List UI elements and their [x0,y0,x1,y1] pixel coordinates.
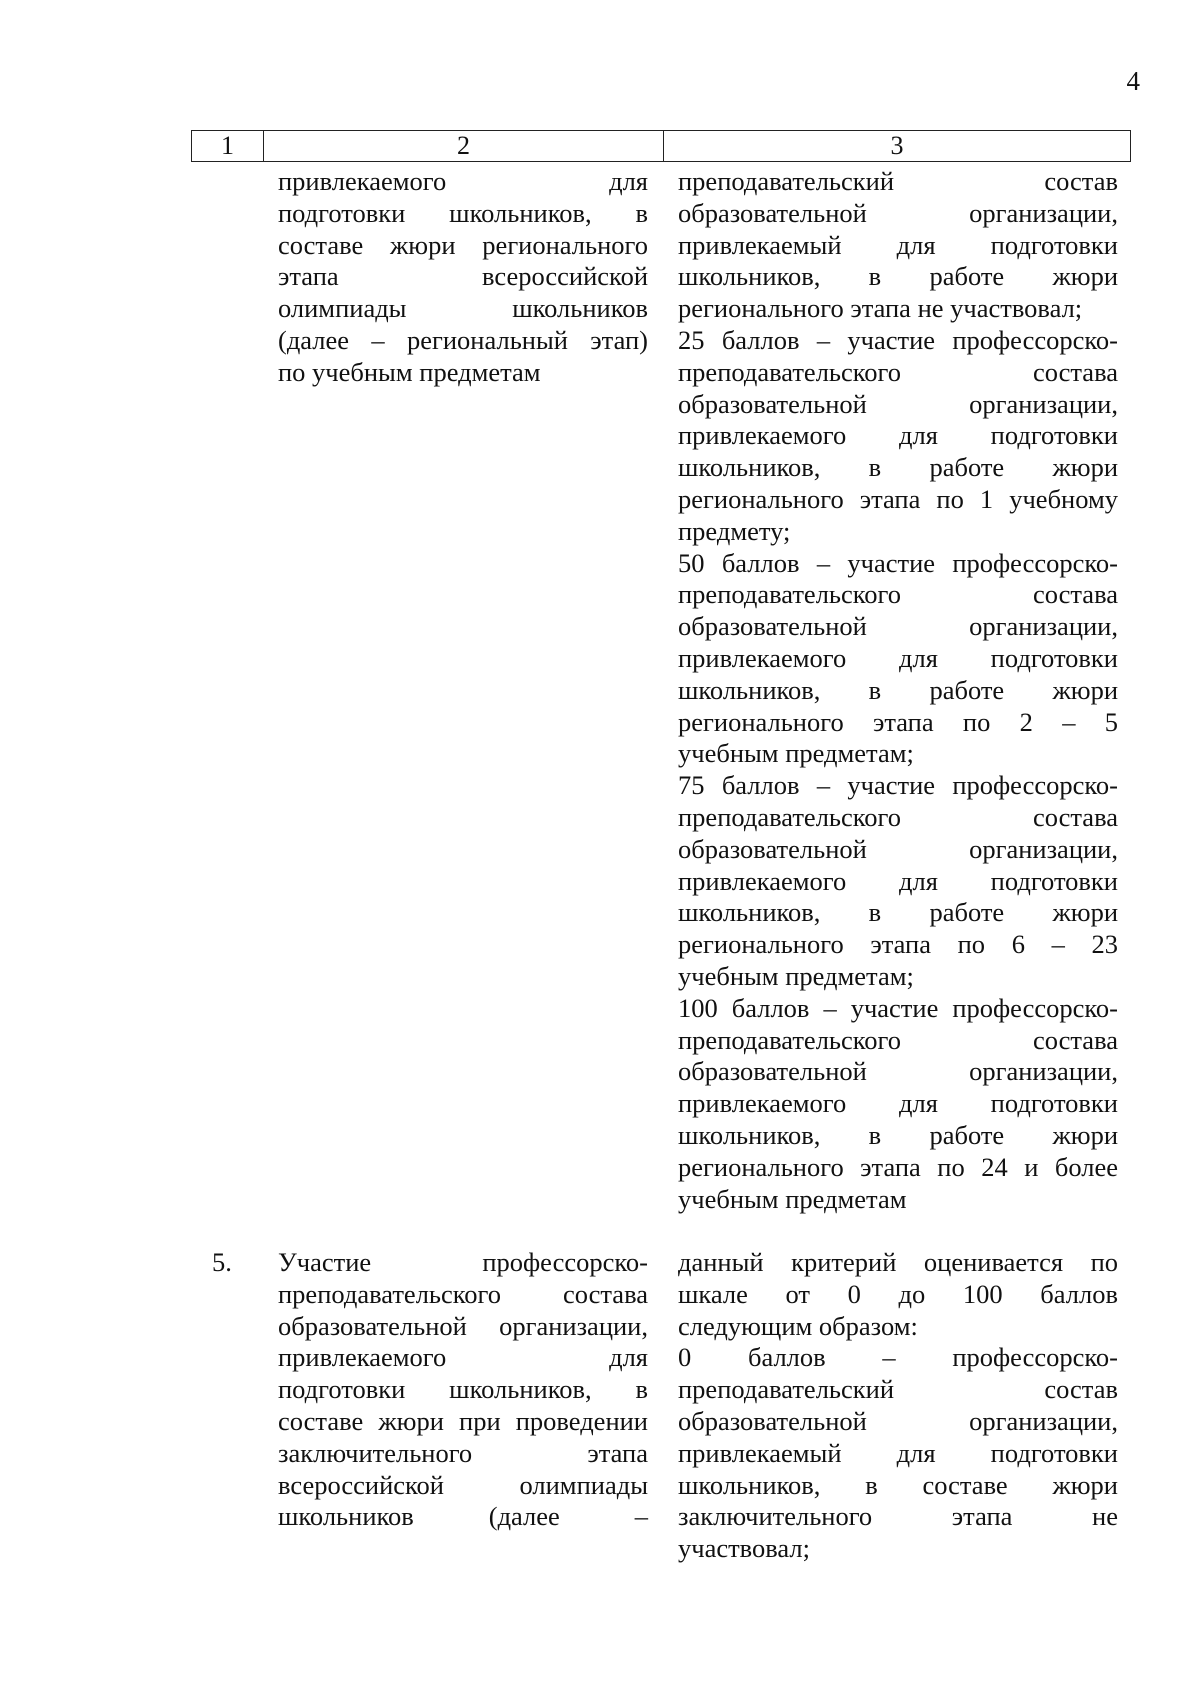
text-line: преподавательского состава [678,1024,1118,1055]
text-line: Участие профессорско- [278,1247,648,1277]
row-5-number: 5. [212,1247,232,1277]
text-line: регионального этапа по 24 и более [678,1151,1118,1182]
text-line: всероссийской олимпиады [278,1469,648,1500]
text-line: школьников, в работе жюри [678,261,1118,292]
text-line: данный критерий оценивается по [678,1247,1118,1277]
text-line: образовательной организации, [678,1056,1118,1087]
text-line: образовательной организации, [678,197,1118,228]
text-line: составе жюри при проведении [278,1405,648,1436]
text-line: школьников, в работе жюри [678,674,1118,705]
text-line: 25 баллов – участие профессорско- [678,324,1118,355]
text-line: 0 баллов – профессорско- [678,1342,1118,1373]
text-line: этапа всероссийской [278,261,648,292]
text-line: олимпиады школьников [278,293,648,324]
text-line: участвовал; [678,1533,811,1564]
text-line: преподавательского состава [678,356,1118,387]
table-header-row [191,130,1131,162]
text-line: привлекаемого для подготовки [678,420,1118,451]
text-line: школьников (далее – [278,1501,648,1532]
text-line: преподавательского состава [678,801,1118,832]
text-line: 50 баллов – участие профессорско- [678,547,1118,578]
text-line: привлекаемого для подготовки [678,642,1118,673]
continued-criterion-cell [278,166,648,389]
page-number: 4 [1126,66,1140,96]
header-col-1: 1 [192,131,264,161]
text-line: (далее – региональный этап) [278,324,648,355]
text-line: привлекаемого для подготовки [678,1088,1118,1119]
text-line: преподавательского состава [278,1278,648,1309]
continued-scoring-cell [678,166,1118,1215]
text-line: предмету; [678,515,791,546]
text-line: привлекаемый для подготовки [678,1437,1118,1468]
text-line: учебным предметам; [678,960,914,991]
text-line: школьников, в работе жюри [678,1119,1118,1150]
text-line: учебным предметам; [678,738,914,769]
text-line: регионального этапа по 1 учебному [678,483,1118,514]
text-line: образовательной организации, [278,1310,648,1341]
text-line: образовательной организации, [678,611,1118,642]
row-5-scoring-cell [678,1247,1118,1565]
text-line: учебным предметам [678,1183,907,1214]
text-line: образовательной организации, [678,1405,1118,1436]
text-line: преподавательского состава [678,579,1118,610]
text-line: подготовки школьников, в [278,197,648,228]
text-line: преподавательский состав [678,166,1118,196]
text-line: 75 баллов – участие профессорско- [678,770,1118,801]
text-line: шкале от 0 до 100 баллов [678,1278,1118,1309]
header-col-3: 3 [890,131,904,160]
text-line: заключительного этапа [278,1437,648,1468]
text-line: школьников, в работе жюри [678,897,1118,928]
text-line: следующим образом: [678,1310,918,1341]
text-line: образовательной организации, [678,388,1118,419]
text-line: привлекаемый для подготовки [678,229,1118,260]
text-line: образовательной организации, [678,833,1118,864]
text-line: составе жюри регионального [278,229,648,260]
text-line: регионального этапа по 6 – 23 [678,929,1118,960]
text-line: по учебным предметам [278,356,541,387]
text-line: привлекаемого для [278,166,648,196]
text-line: 100 баллов – участие профессорско- [678,992,1118,1023]
text-line: заключительного этапа не [678,1501,1118,1532]
row-5-criterion-cell [278,1247,648,1533]
text-line: подготовки школьников, в [278,1374,648,1405]
text-line: школьников, в составе жюри [678,1469,1118,1500]
text-line: привлекаемого для подготовки [678,865,1118,896]
text-line: привлекаемого для [278,1342,648,1373]
text-line: регионального этапа по 2 – 5 [678,706,1118,737]
header-col-2: 2 [264,131,664,161]
text-line: школьников, в работе жюри [678,452,1118,483]
text-line: преподавательский состав [678,1374,1118,1405]
text-line: регионального этапа не участвовал; [678,293,1083,324]
